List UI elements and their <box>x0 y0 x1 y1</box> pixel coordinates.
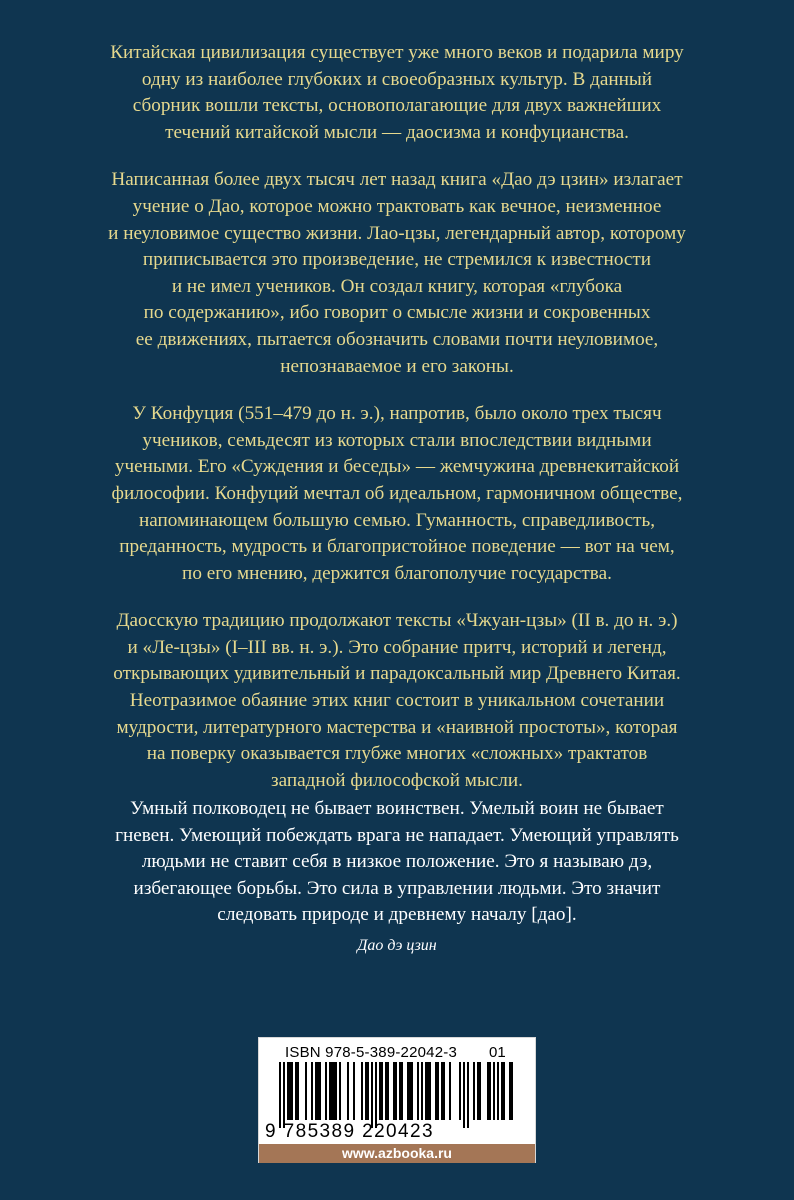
barcode-bar <box>435 1062 437 1120</box>
barcode-bar <box>305 1062 307 1120</box>
addon-label: 01 <box>489 1044 506 1061</box>
text-line: приписывается это произведение, не стремился к известности <box>142 249 652 271</box>
barcode-bar <box>279 1062 281 1128</box>
quote-text <box>70 796 724 929</box>
barcode-bar <box>287 1062 289 1120</box>
text-line: ее движениях, пытается обозначить словами почти неуловимое, <box>135 328 659 350</box>
text-line: У Конфуция (551–479 до н. э.), напротив, было около трех тысяч <box>132 403 662 425</box>
text-line: философии. Конфуций мечтал об идеальном, гармоничном обществе, <box>111 482 683 504</box>
quote-source: Дао дэ цзин <box>357 937 437 954</box>
addon-bar <box>489 1062 491 1120</box>
text-line: сборник вошли тексты, основополагающие для двух важнейших <box>132 95 662 117</box>
barcode-bar <box>421 1062 423 1120</box>
barcode-bar <box>339 1062 341 1120</box>
barcode-bar <box>443 1062 445 1120</box>
barcode-bar <box>409 1062 411 1120</box>
text-line: течений китайской мысли — даосизма и конфуцианства. <box>165 121 629 143</box>
barcode-bar <box>381 1062 383 1120</box>
text-line: преданность, мудрость и благопристойное поведение — вот на чем, <box>119 536 675 558</box>
barcode-bar <box>335 1062 337 1120</box>
barcode-bar <box>371 1062 373 1128</box>
barcode-bar <box>317 1062 319 1120</box>
barcode-bar <box>375 1062 377 1128</box>
text-line: избегающее борьбы. Это сила в управлении людьми. Это значит <box>133 877 661 899</box>
barcode-bar <box>463 1062 465 1128</box>
barcode-bar <box>399 1062 401 1120</box>
barcode-bar <box>329 1062 331 1120</box>
addon-bar <box>487 1062 489 1120</box>
text-line: и неуловимое существо жизни. Лао-цзы, легендарный автор, которому <box>108 222 686 244</box>
barcode-block <box>258 1037 536 1163</box>
text-line: открывающих удивительный и парадоксальный мир Древнего Китая. <box>113 663 681 685</box>
barcode-bar <box>325 1062 327 1120</box>
text-line: Неотразимое обаяние этих книг состоит в уникальном сочетании <box>129 690 665 712</box>
barcode-bar <box>347 1062 349 1120</box>
barcode-bar <box>379 1062 381 1120</box>
text-line: учеников, семьдесят из которых стали впоследствии видными <box>142 429 652 451</box>
blurb-paragraph-3 <box>78 401 716 587</box>
barcode-bar <box>333 1062 335 1120</box>
barcode-bar <box>407 1062 409 1120</box>
text-line: одну из наиболее глубоких и своеобразных культур. В данный <box>141 68 653 90</box>
barcode-bar <box>429 1062 431 1120</box>
text-line: Китайская цивилизация существует уже много веков и подарила миру <box>110 42 684 63</box>
text-line: мудрости, литературного мастерства и «наивной простоты», которая <box>116 716 678 738</box>
barcode-bar <box>319 1062 321 1120</box>
text-line: гневен. Умеющий побеждать врага не нападает. Умеющий управлять <box>115 824 679 846</box>
barcode-bar <box>353 1062 355 1120</box>
barcode-bar <box>385 1062 387 1120</box>
text-line: непознаваемое и его законы. <box>280 355 514 377</box>
barcode-bar <box>449 1062 451 1120</box>
text-line: Умный полководец не бывает воинствен. Умелый воин не бывает <box>130 798 664 819</box>
blurb-paragraph-2 <box>78 167 716 380</box>
text-line: Даосскую традицию продолжают тексты «Чжуан-цзы» (II в. до н. э.) <box>116 610 678 632</box>
barcode-bar <box>315 1062 317 1120</box>
barcode-bar <box>311 1062 313 1120</box>
blurb-text <box>78 40 716 815</box>
barcode-bars <box>279 1062 479 1128</box>
addon-bar <box>473 1062 475 1120</box>
text-line: по содержанию», ибо говорит о смысле жизни и сокровенных <box>143 302 651 324</box>
barcode-digits: 9 785389 220423 <box>265 1121 434 1142</box>
text-line: людьми не ставит себя в низкое положение. Это я называю дэ, <box>141 851 653 873</box>
addon-bar <box>511 1062 513 1120</box>
text-line: на поверку оказывается глубже многих «сложных» трактатов <box>146 743 648 765</box>
barcode-bar <box>427 1062 429 1120</box>
barcode-bar <box>289 1062 291 1120</box>
text-line: учеными. Его «Суждения и беседы» — жемчужина древнекитайской <box>114 456 680 478</box>
barcode-bar <box>361 1062 363 1120</box>
barcode-bar <box>297 1062 299 1120</box>
text-line: напоминающем большую семью. Гуманность, справедливость, <box>138 509 656 531</box>
addon-bar <box>493 1062 495 1120</box>
blurb-paragraph-1 <box>78 40 716 146</box>
barcode-bar <box>387 1062 389 1120</box>
barcode-bar <box>331 1062 333 1120</box>
addon-bar <box>503 1062 505 1120</box>
barcode-bar <box>467 1062 469 1128</box>
barcode-bar <box>411 1062 413 1120</box>
website-band: www.azbooka.ru <box>259 1144 535 1163</box>
barcode-bar <box>425 1062 427 1120</box>
addon-bar <box>497 1062 499 1120</box>
text-line: и «Ле-цзы» (I–III вв. н. э.). Это собрание притч, историй и легенд, <box>127 636 667 658</box>
barcode-bar <box>283 1062 285 1128</box>
isbn-label: ISBN 978-5-389-22042-3 <box>285 1044 458 1061</box>
barcode-bar <box>401 1062 403 1120</box>
addon-barcode-bars <box>473 1062 525 1120</box>
addon-bar <box>501 1062 503 1120</box>
barcode-bar <box>393 1062 395 1120</box>
addon-bar <box>509 1062 511 1120</box>
barcode-bar <box>459 1062 461 1120</box>
text-line: следовать природе и древнему началу [дао]. <box>217 904 577 926</box>
barcode-bar <box>291 1062 293 1120</box>
addon-bar <box>479 1062 481 1120</box>
barcode-bar <box>295 1062 297 1120</box>
text-line: западной философской мысли. <box>271 769 523 791</box>
text-line: и не имел учеников. Он создал книгу, которая «глубока <box>171 275 623 297</box>
text-line: Написанная более двух тысяч лет назад книга «Дао дэ цзин» излагает <box>111 169 683 191</box>
text-line: по его мнению, держится благополучие государства. <box>182 562 612 584</box>
barcode-bar <box>437 1062 439 1120</box>
text-line: учение о Дао, которое можно трактовать как вечное, неизменное <box>132 195 662 217</box>
addon-bar <box>477 1062 479 1120</box>
barcode-bar <box>417 1062 419 1120</box>
barcode-bar <box>395 1062 397 1120</box>
blurb-paragraph-4 <box>78 608 716 794</box>
barcode-bar <box>441 1062 443 1120</box>
epigraph-quote <box>70 796 724 929</box>
barcode-bar <box>367 1062 369 1120</box>
barcode-bar <box>365 1062 367 1120</box>
